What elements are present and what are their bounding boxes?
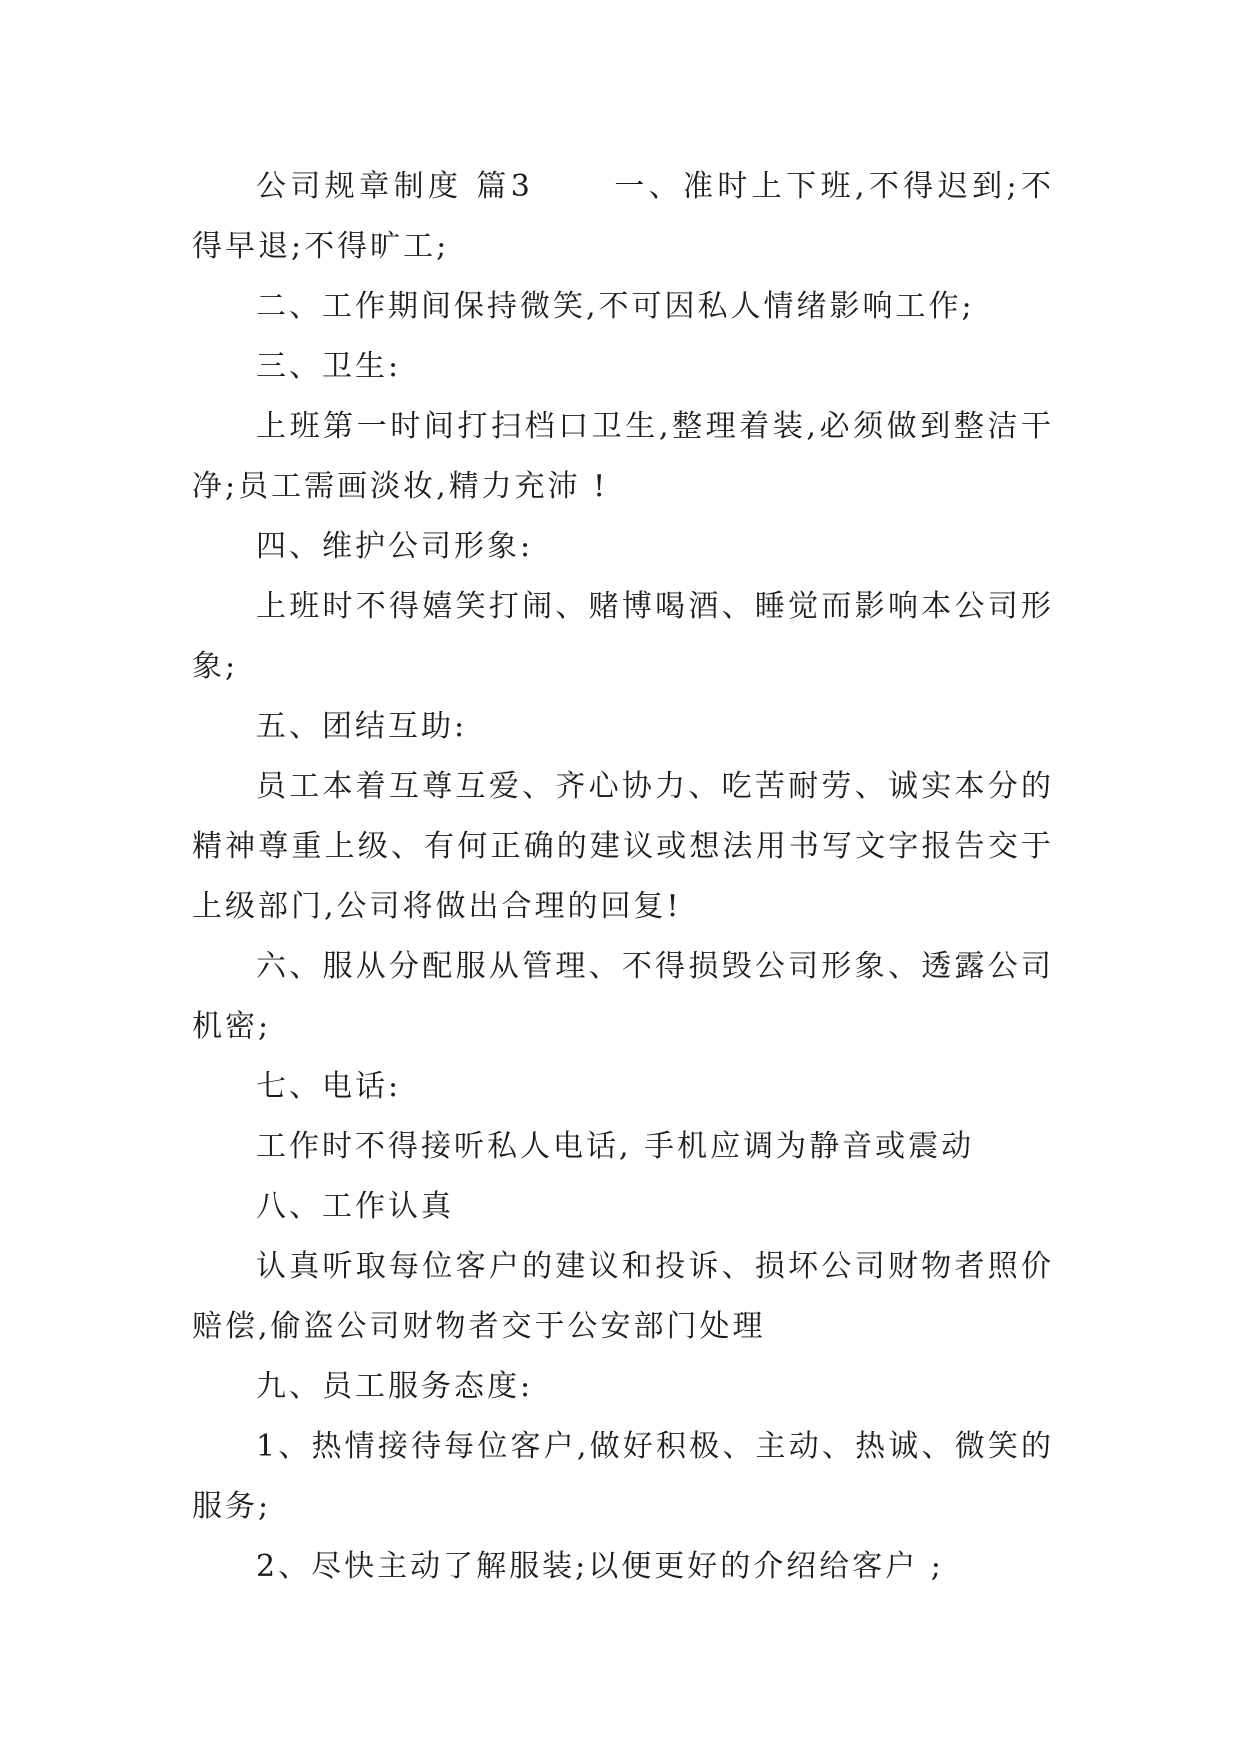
paragraph-12: 八、工作认真 bbox=[256, 1189, 454, 1224]
paragraph-3: 三、卫生: bbox=[256, 349, 402, 384]
document-heading: 公司规章制度 篇3 bbox=[256, 169, 533, 204]
paragraph-10: 七、电话: bbox=[256, 1069, 402, 1104]
paragraph-14: 九、员工服务态度: bbox=[256, 1369, 534, 1404]
paragraph-7: 五、团结互助: bbox=[256, 709, 468, 744]
paragraph-8: 员工本着互尊互爱、齐心协力、吃苦耐劳、诚实本分的精神尊重上级、有何正确的建议或想法用书写文字报告交于上级部门,公司将做出合理的回复! bbox=[192, 769, 1054, 924]
paragraph-6: 上班时不得嬉笑打闹、赌博喝酒、睡觉而影响本公司形象; bbox=[192, 589, 1054, 684]
paragraph-5: 四、维护公司形象: bbox=[256, 529, 534, 564]
paragraph-1 bbox=[192, 157, 1054, 277]
paragraph-4: 上班第一时间打扫档口卫生,整理着装,必须做到整洁干净;员工需画淡妆,精力充沛 ! bbox=[192, 409, 1054, 504]
paragraph-9: 六、服从分配服从管理、不得损毁公司形象、透露公司机密; bbox=[192, 949, 1054, 1044]
paragraph-15: 1、热情接待每位客户,做好积极、主动、热诚、微笑的服务; bbox=[192, 1429, 1054, 1524]
paragraph-13: 认真听取每位客户的建议和投诉、损坏公司财物者照价赔偿,偷盗公司财物者交于公安部门处理 bbox=[192, 1249, 1054, 1344]
paragraph-11: 工作时不得接听私人电话, 手机应调为静音或震动 bbox=[256, 1129, 975, 1164]
paragraph-16: 2、尽快主动了解服装;以便更好的介绍给客户 ; bbox=[256, 1549, 944, 1584]
document-body bbox=[192, 157, 1054, 1597]
paragraph-text: 一、准时上下班,不得迟到;不得早退;不得旷工; bbox=[192, 169, 1054, 264]
paragraph-2: 二、工作期间保持微笑,不可因私人情绪影响工作; bbox=[256, 289, 975, 324]
